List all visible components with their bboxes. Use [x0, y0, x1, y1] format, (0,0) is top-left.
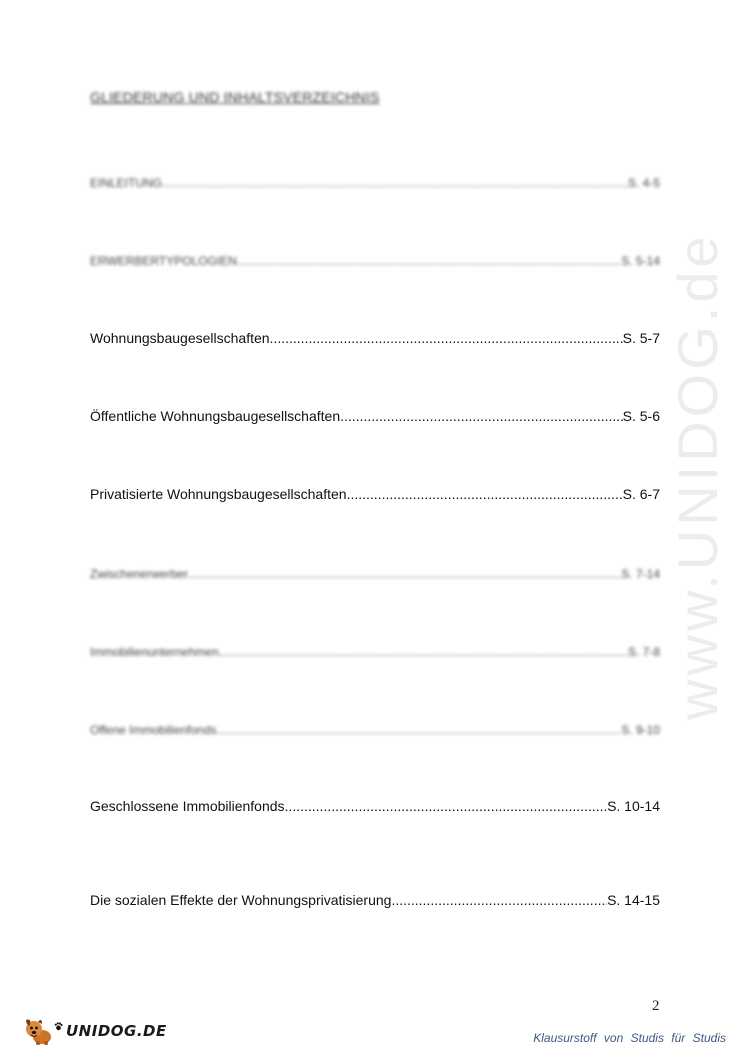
watermark: www.UNIDOG.de [666, 232, 729, 720]
toc-entry [90, 407, 660, 425]
toc-entry-label: ERWERBERTYPOLOGIEN [90, 254, 237, 268]
toc-leader-dots [188, 565, 621, 583]
toc-leader-dots [340, 407, 623, 425]
toc-entry-page: S. 4-5 [627, 176, 660, 190]
toc-leader-dots [270, 329, 623, 347]
toc-entry-page: S. 7-8 [627, 645, 660, 659]
toc-leader-dots [237, 252, 621, 270]
toc-entry [90, 174, 660, 192]
toc-entry [90, 797, 660, 815]
toc-leader-dots [347, 485, 623, 503]
toc-leader-dots [219, 643, 628, 661]
toc-entry [90, 643, 660, 661]
toc-entry-label: Öffentliche Wohnungsbaugesellschaften [90, 408, 341, 424]
toc-entry-page: S. 9-10 [621, 723, 660, 737]
toc-entry-label: Die sozialen Effekte der Wohnungsprivatisierung [90, 892, 392, 908]
toc-entry-label: Immobilienunternehmen [90, 645, 219, 659]
toc-leader-dots [285, 797, 608, 815]
toc-entry [90, 565, 660, 583]
toc-entry-label: Geschlossene Immobilienfonds [90, 798, 285, 814]
paw-icon [54, 1022, 63, 1031]
toc-leader-dots [391, 891, 607, 909]
toc-entry-page: S. 10-14 [607, 798, 660, 814]
toc-entry-label: Privatisierte Wohnungsbaugesellschaften [90, 486, 347, 502]
toc-entry-label: Zwischenerwerber [90, 567, 189, 581]
toc-heading: GLIEDERUNG UND INHALTSVERZEICHNIS [90, 89, 380, 105]
toc-entry-page: S. 14-15 [607, 892, 660, 908]
toc-entry-page: S. 7-14 [621, 567, 660, 581]
toc-entry [90, 721, 660, 739]
page-number: 2 [652, 998, 660, 1014]
toc-entry-label: Wohnungsbaugesellschaften [90, 330, 270, 346]
toc-entry [90, 485, 660, 503]
toc-entry [90, 329, 660, 347]
toc-entry [90, 252, 660, 270]
toc-entry-label: Offene Immobilienfonds [90, 723, 217, 737]
toc-entry-page: S. 6-7 [622, 486, 660, 502]
dog-logo-icon [22, 1016, 56, 1046]
footer-tagline: Klausurstoff von Studis für Studis [533, 1031, 726, 1045]
toc-leader-dots [217, 721, 622, 739]
toc-entry-label: EINLEITUNG [90, 176, 163, 190]
toc-entry-page: S. 5-7 [622, 330, 660, 346]
logo-text: UNIDOG.DE [66, 1022, 167, 1040]
toc-entry-page: S. 5-14 [621, 254, 660, 268]
toc-leader-dots [162, 174, 628, 192]
toc-entry-page: S. 5-6 [622, 408, 660, 424]
toc-entry [90, 891, 660, 909]
unidog-logo[interactable] [22, 1016, 167, 1046]
